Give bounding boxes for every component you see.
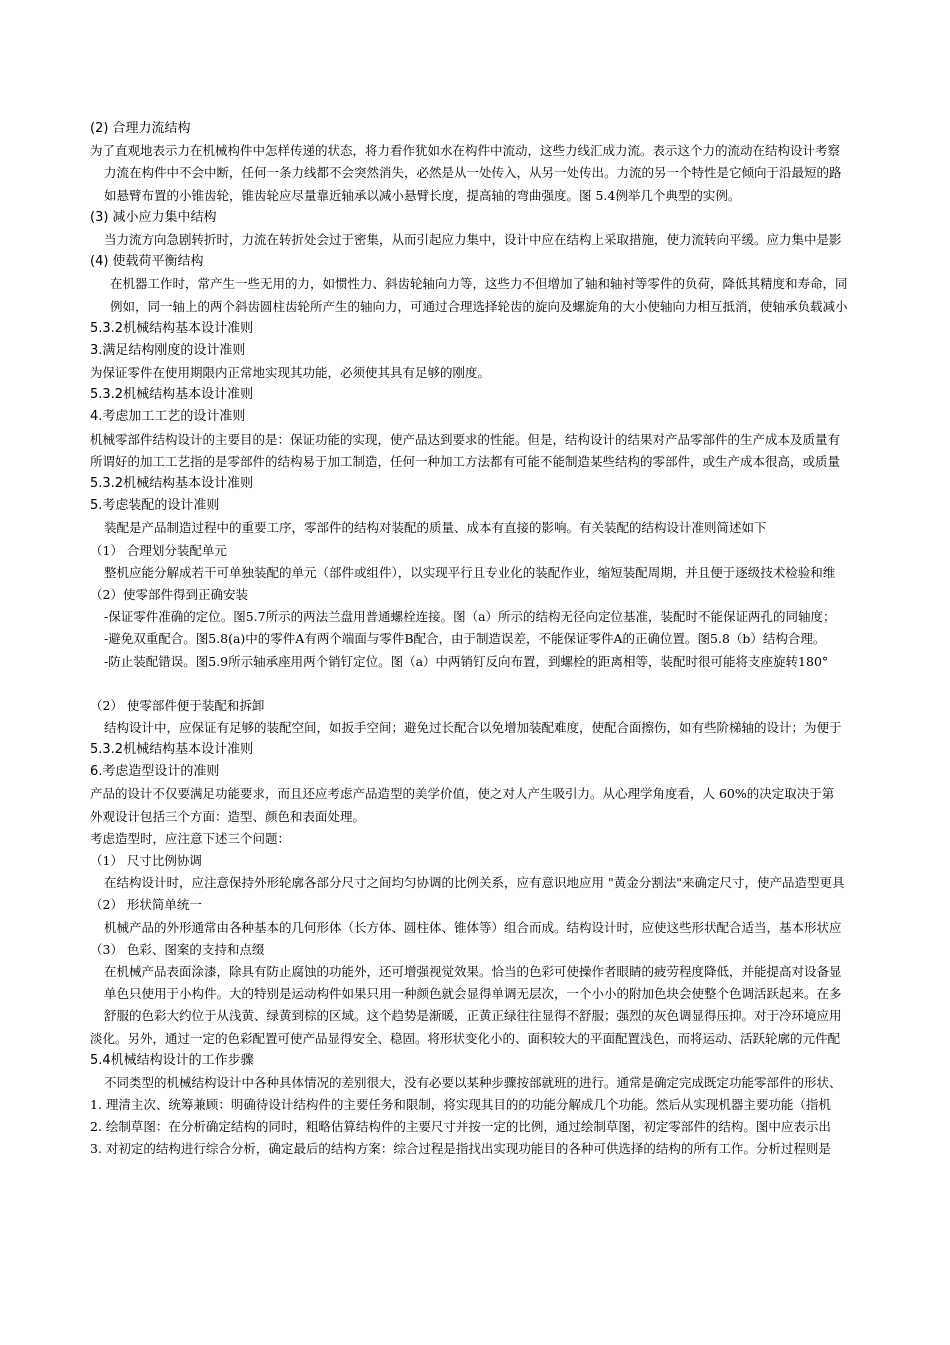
paragraph-line: （1） 合理划分装配单元	[90, 542, 227, 558]
paragraph-line: 1. 理清主次、统筹兼顾：明确待设计结构件的主要任务和限制，将实现其目的的功能分解成几个功能。然后从实现机器主要功能（指机	[90, 1097, 831, 1113]
paragraph-line: -防止装配错误。图5.9所示轴承座用两个销钉定位。图（a）中两销钉反向布置，到螺栓的距离相等，装配时很可能将支座旋转180°	[104, 653, 829, 669]
paragraph-line: 外观设计包括三个方面：造型、颜色和表面处理。	[90, 808, 366, 824]
paragraph-line: （2） 使零部件便于装配和拆卸	[90, 697, 265, 713]
paragraph-line: （3） 色彩、图案的支持和点缀	[90, 941, 265, 957]
paragraph-line: 在结构设计时，应注意保持外形轮廓各部分尺寸之间均匀协调的比例关系，应有意识地应用 "黄金分割法"来确定尺寸，使产品造型更具	[104, 875, 845, 891]
section-heading: 5.考虑装配的设计准则	[90, 498, 220, 514]
paragraph-line: 在机器工作时，常产生一些无用的力，如惯性力、斜齿轮轴向力等，这些力不但增加了轴和轴衬等零件的负荷，降低其精度和寿命，同	[110, 276, 848, 292]
paragraph-line: 机械产品的外形通常由各种基本的几何形体（长方体、圆柱体、锥体等）组合而成。结构设计时，应使这些形状配合适当，基本形状应	[104, 919, 842, 935]
section-heading: 5.4机械结构设计的工作步骤	[90, 1052, 254, 1068]
section-heading: 5.3.2机械结构基本设计准则	[90, 476, 254, 491]
paragraph-line: 不同类型的机械结构设计中各种具体情况的差别很大，没有必要以某种步骤按部就班的进行。通常是确定完成既定功能零部件的形状、	[104, 1074, 842, 1090]
paragraph-line: 为保证零件在使用期限内正常地实现其功能，必须使其具有足够的刚度。	[90, 365, 491, 381]
section-heading: 4.考虑加工工艺的设计准则	[90, 409, 246, 425]
paragraph-line: 整机应能分解成若干可单独装配的单元（部件或组件），以实现平行且专业化的装配作业，缩短装配周期，并且便于逐级技术检验和维	[104, 564, 836, 580]
paragraph-line: （1） 尺寸比例协调	[90, 853, 202, 868]
paragraph-line: -保证零件准确的定位。图5.7所示的两法兰盘用普通螺栓连接。图（a）所示的结构无径向定位基准，装配时不能保证两孔的同轴度；	[104, 609, 836, 625]
paragraph-line: 在机械产品表面涂漆，除具有防止腐蚀的功能外，还可增强视觉效果。恰当的色彩可使操作者眼睛的疲劳程度降低，并能提高对设备显	[104, 963, 842, 979]
section-heading: (3) 减小应力集中结构	[90, 209, 217, 225]
paragraph-line: 力流在构件中不会中断，任何一条力线都不会突然消失，必然是从一处传入，从另一处传出。力流的另一个特性是它倾向于沿最短的路	[104, 165, 842, 181]
section-heading: (4) 使载荷平衡结构	[90, 254, 204, 270]
blank-line	[90, 673, 950, 695]
paragraph-line: （2） 形状简单统一	[90, 897, 202, 913]
paragraph-line: 单色只使用于小构件。大的特别是运动构件如果只用一种颜色就会显得单调无层次，一个小小的附加色块会使整个色调活跃起来。在多	[104, 986, 842, 1002]
section-heading: 6.考虑造型设计的准则	[90, 764, 220, 780]
paragraph-line: 舒服的色彩大约位于从浅黄、绿黄到棕的区域。这个趋势是渐暖，正黄正绿往往显得不舒服；强烈的灰色调显得压抑。对于冷环境应用	[104, 1008, 842, 1024]
section-heading: 5.3.2机械结构基本设计准则	[90, 320, 254, 336]
paragraph-line: 产品的设计不仅要满足功能要求，而且还应考虑产品造型的美学价值，使之对人产生吸引力。从心理学角度看，人 60%的决定取决于第	[90, 786, 835, 802]
paragraph-line: -避免双重配合。图5.8(a)中的零件A有两个端面与零件B配合，由于制造误差，不能保证零件A的正确位置。图5.8（b）结构合理。	[104, 631, 826, 647]
document-body	[0, 118, 950, 1228]
paragraph-line: 装配是产品制造过程中的重要工序，零部件的结构对装配的质量、成本有直接的影响。有关装配的结构设计准则简述如下	[104, 520, 767, 536]
paragraph-line: 机械零部件结构设计的主要目的是：保证功能的实现，使产品达到要求的性能。但是，结构设计的结果对产品零部件的生产成本及质量有	[90, 431, 841, 447]
paragraph-line: 如悬臂布置的小锥齿轮，锥齿轮应尽量靠近轴承以减小悬臂长度，提高轴的弯曲强度。图 5.4例举几个典型的实例。	[104, 187, 741, 203]
paragraph-line: 当力流方向急剧转折时，力流在转折处会过于密集，从而引起应力集中，设计中应在结构上采取措施，使力流转向平缓。应力集中是影	[104, 231, 842, 247]
paragraph-line: 例如，同一轴上的两个斜齿圆柱齿轮所产生的轴向力，可通过合理选择轮齿的旋向及螺旋角的大小使轴向力相互抵消，使轴承负载减小	[110, 298, 848, 314]
section-heading: 5.3.2机械结构基本设计准则	[90, 742, 254, 758]
section-heading: 3.满足结构刚度的设计准则	[90, 342, 246, 358]
paragraph-line: 所谓好的加工工艺指的是零部件的结构易于加工制造，任何一种加工方法都有可能不能制造某些结构的零部件，或生产成本很高，或质量	[90, 453, 841, 469]
section-heading: (2) 合理力流结构	[90, 121, 191, 136]
paragraph-line: 结构设计中，应保证有足够的装配空间，如扳手空间；避免过长配合以免增加装配难度，使配合面擦伤，如有些阶梯轴的设计；为便于	[104, 719, 842, 735]
section-heading: 5.3.2机械结构基本设计准则	[90, 387, 254, 403]
paragraph-line: 3. 对初定的结构进行综合分析，确定最后的结构方案：综合过程是指找出实现功能目的各种可供选择的结构的所有工作。分析过程则是	[90, 1141, 831, 1157]
paragraph-line: 淡化。另外，通过一定的色彩配置可使产品显得安全、稳固。将形状变化小的、面积较大的平面配置浅色，而将运动、活跃轮廓的元件配	[90, 1030, 841, 1046]
paragraph-line: （2）使零部件得到正确安装	[90, 586, 248, 602]
paragraph-line: 为了直观地表示力在机械构件中怎样传递的状态，将力看作犹如水在构件中流动，这些力线汇成力流。表示这个力的流动在结构设计考察	[90, 143, 841, 159]
paragraph-line: 考虑造型时，应注意下述三个问题：	[90, 830, 291, 846]
paragraph-line: 2. 绘制草图：在分析确定结构的同时，粗略估算结构件的主要尺寸并按一定的比例，通过绘制草图，初定零部件的结构。图中应表示出	[90, 1119, 831, 1135]
